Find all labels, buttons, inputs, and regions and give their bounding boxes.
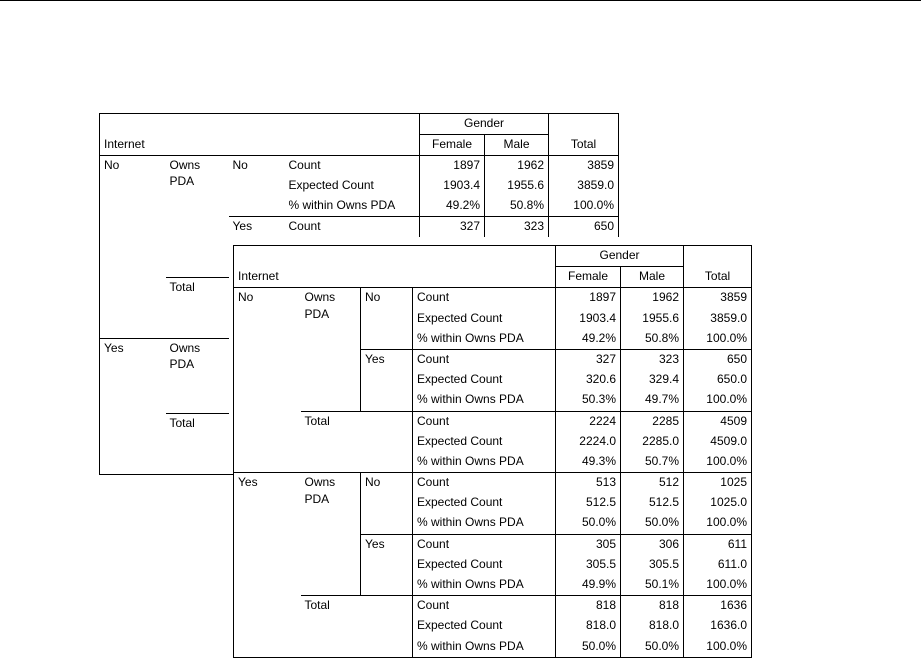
internet-label: Yes	[234, 473, 301, 658]
value-female: 2224	[556, 411, 621, 432]
value-female: 320.6	[556, 370, 621, 390]
statistic-label: Count	[413, 349, 556, 370]
statistic-label: Expected Count	[413, 370, 556, 390]
owns-pda-text: Owns PDA	[304, 475, 336, 507]
pda-label: Yes	[229, 217, 285, 238]
owns-pda-label	[301, 288, 361, 411]
statistic-label: Count	[413, 288, 556, 309]
statistic-label: % within Owns PDA	[413, 452, 556, 473]
value-total: 100.0%	[549, 196, 619, 217]
value-male: 306	[621, 534, 684, 555]
statistic-label: % within Owns PDA	[288, 198, 396, 212]
owns-pda-label	[166, 156, 229, 278]
value-male: 818	[621, 596, 684, 617]
value-female: 2224.0	[556, 432, 621, 452]
value-female: 50.0%	[556, 637, 621, 658]
value-female: 50.3%	[556, 390, 621, 411]
statistic-label: % within Owns PDA	[413, 390, 556, 411]
value-total: 3859	[684, 288, 752, 309]
value-total: 100.0%	[684, 575, 752, 596]
statistic-label: Count	[413, 411, 556, 432]
internet-label: No	[234, 288, 301, 473]
total-label: Total	[301, 411, 413, 473]
value-total: 4509.0	[684, 432, 752, 452]
value-male: 1955.6	[621, 309, 684, 329]
value-female: 49.3%	[556, 452, 621, 473]
statistic-label: Count	[413, 596, 556, 617]
value-total: 3859.0	[549, 176, 619, 196]
total-label: Total	[166, 277, 229, 298]
statistic-label: Expected Count	[288, 178, 374, 192]
statistic-label: % within Owns PDA	[413, 329, 556, 350]
value-male: 512	[621, 473, 684, 494]
column-header-female: Female	[420, 135, 485, 156]
internet-label: Yes	[100, 338, 166, 373]
value-male: 50.8%	[485, 196, 549, 217]
value-female: 49.2%	[556, 329, 621, 350]
value-female: 305	[556, 534, 621, 555]
table-row	[234, 411, 752, 432]
internet-label: No	[100, 156, 166, 339]
total-label: Total	[166, 413, 229, 434]
value-total: 100.0%	[684, 329, 752, 350]
owns-pda-text: Owns PDA	[304, 290, 336, 322]
value-total: 650	[684, 349, 752, 370]
value-male: 50.1%	[621, 575, 684, 596]
value-female: 305.5	[556, 555, 621, 575]
table-row	[100, 156, 619, 177]
pda-label: Yes	[361, 349, 413, 411]
top-rule	[0, 0, 921, 1]
crosstab-body	[234, 288, 752, 657]
value-total: 650.0	[684, 370, 752, 390]
total-label: Total	[301, 596, 413, 658]
value-male: 2285.0	[621, 432, 684, 452]
value-total: 611.0	[684, 555, 752, 575]
table-row	[234, 288, 752, 309]
value-female: 327	[556, 349, 621, 370]
row-header-internet: Internet	[100, 135, 420, 156]
owns-pda-text: Owns PDA	[169, 158, 201, 188]
pda-label: No	[361, 473, 413, 535]
value-male: 323	[485, 217, 549, 238]
value-female: 513	[556, 473, 621, 494]
statistic-label: Expected Count	[413, 555, 556, 575]
value-male: 818.0	[621, 616, 684, 636]
value-female: 818.0	[556, 616, 621, 636]
value-total: 1025	[684, 473, 752, 494]
value-female: 1897	[420, 156, 485, 177]
column-header-female: Female	[556, 267, 621, 288]
value-female: 50.0%	[556, 513, 621, 534]
value-female: 1903.4	[556, 309, 621, 329]
value-male: 512.5	[621, 493, 684, 513]
value-male: 1962	[485, 156, 549, 177]
value-male: 329.4	[621, 370, 684, 390]
value-male: 50.0%	[621, 637, 684, 658]
column-header-male: Male	[485, 135, 549, 156]
column-group-header: Gender	[556, 246, 684, 267]
value-male: 49.7%	[621, 390, 684, 411]
value-female: 49.2%	[420, 196, 485, 217]
statistic-label: Expected Count	[413, 309, 556, 329]
crosstab-table-front[interactable]	[233, 245, 752, 658]
statistic-label: Expected Count	[413, 493, 556, 513]
pda-label: Yes	[361, 534, 413, 596]
value-total: 100.0%	[684, 452, 752, 473]
value-female: 1903.4	[420, 176, 485, 196]
value-total: 1636	[684, 596, 752, 617]
value-total: 650	[549, 217, 619, 238]
statistic-label: % within Owns PDA	[413, 637, 556, 658]
value-male: 50.7%	[621, 452, 684, 473]
value-total: 3859	[549, 156, 619, 177]
value-male: 50.8%	[621, 329, 684, 350]
table-row	[234, 473, 752, 494]
value-total: 4509	[684, 411, 752, 432]
value-female: 512.5	[556, 493, 621, 513]
value-male: 2285	[621, 411, 684, 432]
value-male: 1962	[621, 288, 684, 309]
value-total: 1025.0	[684, 493, 752, 513]
row-header-internet: Internet	[234, 267, 556, 288]
value-male: 1955.6	[485, 176, 549, 196]
value-female: 818	[556, 596, 621, 617]
value-male: 305.5	[621, 555, 684, 575]
statistic-label: Expected Count	[413, 616, 556, 636]
value-total: 100.0%	[684, 390, 752, 411]
owns-pda-text: Owns PDA	[169, 340, 201, 371]
column-header-total: Total	[684, 267, 752, 288]
statistic-label: % within Owns PDA	[413, 513, 556, 534]
owns-pda-label	[301, 473, 361, 596]
column-group-header: Gender	[420, 114, 549, 135]
pda-label: No	[232, 158, 248, 172]
column-header-total: Total	[549, 135, 619, 156]
column-header-male: Male	[621, 267, 684, 288]
value-male: 50.0%	[621, 513, 684, 534]
value-total: 100.0%	[684, 513, 752, 534]
pda-label: No	[361, 288, 413, 350]
value-total: 611	[684, 534, 752, 555]
statistic-label: Count	[413, 473, 556, 494]
statistic-label: Count	[288, 158, 321, 172]
statistic-label: % within Owns PDA	[413, 575, 556, 596]
statistic-label: Count	[285, 217, 420, 238]
value-total: 1636.0	[684, 616, 752, 636]
value-total: 3859.0	[684, 309, 752, 329]
value-female: 49.9%	[556, 575, 621, 596]
value-male: 323	[621, 349, 684, 370]
value-total: 100.0%	[684, 637, 752, 658]
value-female: 327	[420, 217, 485, 238]
value-female: 1897	[556, 288, 621, 309]
statistic-label: Expected Count	[413, 432, 556, 452]
table-row	[234, 596, 752, 617]
statistic-label: Count	[413, 534, 556, 555]
